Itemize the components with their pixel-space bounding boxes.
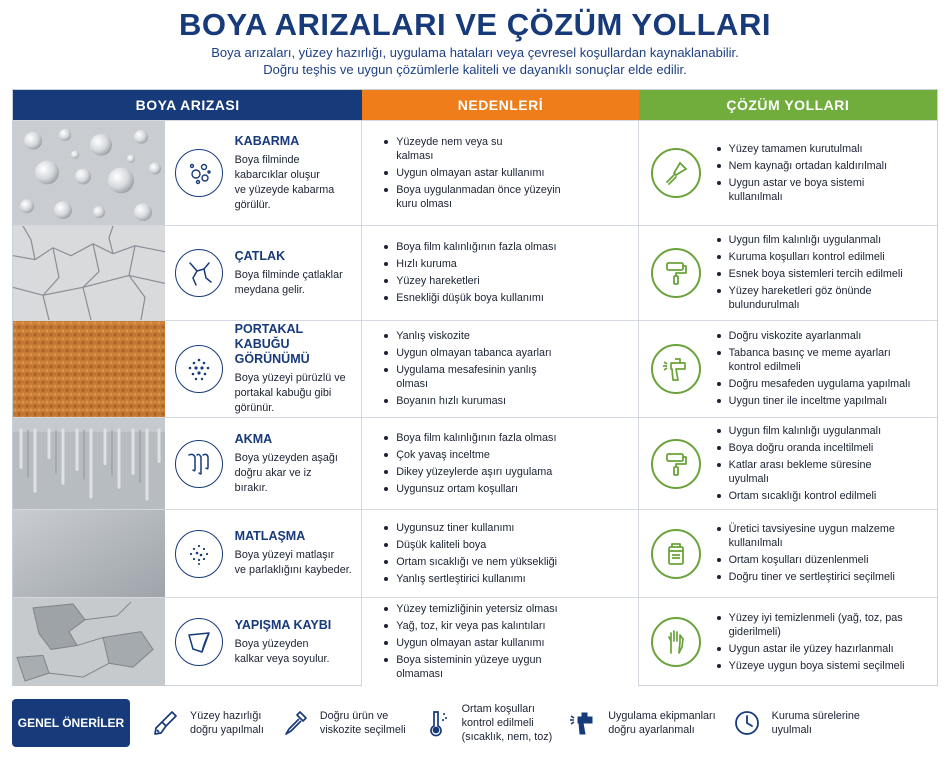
column-header-solutions: ÇÖZÜM YOLLARI	[639, 90, 937, 120]
defect-name: MATLAŞMA	[234, 529, 306, 543]
column-header-causes: NEDENLERİ	[362, 90, 638, 120]
paint-can-icon	[651, 529, 701, 579]
cause-item: Ortam sıcaklığı ve nem yüksekliği	[384, 555, 557, 569]
cause-item: Uygulama mesafesinin yanlış olması	[384, 363, 554, 391]
bubbles-icon	[175, 149, 223, 197]
causes-cell	[362, 226, 638, 320]
solutions-cell	[639, 121, 937, 225]
solution-item: Tabanca basınç ve meme ayarları kontrol edilmeli	[717, 346, 897, 374]
solution-item: Yüzey iyi temizlenmeli (yağ, toz, pas giderilmeli)	[717, 611, 907, 639]
drips-icon	[175, 440, 223, 488]
texture-dots-icon	[175, 345, 223, 393]
matte-texture-image	[13, 510, 165, 597]
defect-description: Boya filminde kabarcıklar oluşur ve yüzeyde kabarma görülür.	[234, 153, 335, 211]
solution-item: Boya doğru oranda inceltilmeli	[717, 441, 892, 455]
cause-item: Uygun olmayan astar kullanımı	[384, 636, 564, 650]
solutions-cell	[639, 226, 937, 320]
solution-item: Yüzeye uygun boya sistemi seçilmeli	[717, 659, 907, 673]
defect-name: KABARMA	[234, 133, 300, 148]
cause-item: Düşük kaliteli boya	[384, 538, 557, 552]
crack-texture-image	[13, 226, 165, 320]
solutions-cell	[639, 598, 937, 686]
recommendation-item	[148, 706, 264, 740]
solutions-cell	[639, 321, 937, 417]
cause-item: Yüzey temizliğinin yetersiz olması	[384, 602, 564, 616]
subtitle-line-2: Doğru teşhis ve uygun çözümlerle kaliteli ve dayanıklı sonuçlar elde edilir.	[263, 62, 687, 77]
cause-item: Esnekliği düşük boya kullanımı	[384, 291, 556, 305]
cause-item: Uygunsuz ortam koşulları	[384, 482, 556, 496]
causes-cell	[362, 321, 638, 417]
defect-cell	[165, 226, 363, 320]
defect-cell	[165, 321, 363, 417]
table-row-akma	[13, 417, 937, 509]
causes-cell	[362, 418, 638, 509]
dropper-icon	[278, 706, 312, 740]
solution-item: Uygun tiner ile inceltme yapılmalı	[717, 394, 911, 408]
defect-description: Boya filminde çatlaklar meydana gelir.	[234, 268, 343, 296]
table-row-matlasma	[13, 509, 937, 597]
column-header-defect: BOYA ARIZASI	[13, 90, 362, 120]
cause-item: Boya sisteminin yüzeye uygun olmaması	[384, 653, 564, 681]
cause-item: Yüzey hareketleri	[384, 274, 556, 288]
recommendation-item	[566, 706, 715, 740]
cause-item: Yüzeyde nem veya su kalması	[384, 135, 524, 163]
solution-item: Katlar arası bekleme süresine uyulmalı	[717, 458, 892, 486]
defect-name: YAPIŞMA KAYBI	[234, 617, 332, 632]
solution-item: Yüzey hareketleri göz önünde bulundurulmalı	[717, 284, 877, 312]
sagging-texture-image	[13, 418, 165, 509]
spatula-icon	[651, 148, 701, 198]
thermometer-icon	[420, 706, 454, 740]
defect-description: Boya yüzeyi pürüzlü ve portakal kabuğu gibi görünür.	[234, 372, 346, 414]
glove-icon	[651, 617, 701, 667]
defect-name: ÇATLAK	[234, 248, 286, 263]
orange-peel-texture-image	[13, 321, 165, 417]
defect-cell	[165, 418, 363, 509]
cause-item: Boyanın hızlı kuruması	[384, 394, 554, 408]
blister-texture-image	[13, 121, 165, 225]
recommendation-item	[278, 706, 406, 740]
causes-cell	[362, 510, 638, 597]
causes-cell	[362, 121, 638, 225]
defect-cell	[165, 510, 363, 597]
solution-item: Uygun astar ve boya sistemi kullanılmalı	[717, 176, 877, 204]
cause-item: Çok yavaş inceltme	[384, 448, 556, 462]
cause-item: Boya film kalınlığının fazla olması	[384, 240, 556, 254]
table-row-portakal-kabugu	[13, 320, 937, 417]
solution-item: Üretici tavsiyesine uygun malzeme kullanılmalı	[717, 522, 907, 550]
paint-roller-icon	[651, 248, 701, 298]
table-row-kabarma	[13, 120, 937, 225]
header	[0, 0, 950, 88]
recommendations-badge: GENEL ÖNERİLER	[12, 699, 130, 747]
solution-item: Nem kaynağı ortadan kaldırılmalı	[717, 159, 887, 173]
table-row-yapisma-kaybi	[13, 597, 937, 686]
defect-description: Boya yüzeyi matlaşır ve parlaklığını kaybeder.	[234, 549, 352, 576]
defect-name: PORTAKAL KABUĞU GÖRÜNÜMÜ	[234, 322, 310, 366]
cause-item: Yağ, toz, kir veya pas kalıntıları	[384, 619, 564, 633]
spray-gun-icon	[651, 344, 701, 394]
solution-item: Doğru tiner ve sertleştirici seçilmeli	[717, 570, 907, 584]
peeling-icon	[175, 618, 223, 666]
solution-item: Uygun film kalınlığı uygulanmalı	[717, 233, 903, 247]
defect-description: Boya yüzeyden kalkar veya soyulur.	[234, 637, 330, 665]
clock-icon	[730, 706, 764, 740]
cause-item: Uygunsuz tiner kullanımı	[384, 521, 557, 535]
recommendation-text: Uygulama ekipmanları doğru ayarlanmalı	[608, 710, 716, 736]
table-row-catlak	[13, 225, 937, 320]
solution-item: Uygun film kalınlığı uygulanmalı	[717, 424, 892, 438]
cause-item: Dikey yüzeylerde aşırı uygulama	[384, 465, 556, 479]
causes-cell	[362, 598, 638, 686]
subtitle-line-1: Boya arızaları, yüzey hazırlığı, uygulama hataları veya çevresel koşullardan kaynaklanabilir.	[211, 45, 739, 60]
solution-item: Uygun astar ile yüzey hazırlanmalı	[717, 642, 907, 656]
recommendation-text: Doğru ürün ve viskozite seçilmeli	[319, 710, 406, 736]
solution-item: Ortam sıcaklığı kontrol edilmeli	[717, 489, 892, 503]
solutions-cell	[639, 418, 937, 509]
defect-cell	[165, 121, 363, 225]
table-header	[13, 90, 937, 120]
cause-item: Boya film kalınlığının fazla olması	[384, 431, 556, 445]
solution-item: Esnek boya sistemleri tercih edilmeli	[717, 267, 903, 281]
solution-item: Yüzey tamamen kurutulmalı	[717, 142, 887, 156]
defects-table	[12, 89, 938, 686]
recommendation-item	[730, 706, 860, 740]
brush-icon	[148, 706, 182, 740]
page-title: BOYA ARIZALARI VE ÇÖZÜM YOLLARI	[179, 7, 771, 42]
cause-item: Yanlış sertleştirici kullanımı	[384, 572, 557, 586]
recommendation-text: Ortam koşulları kontrol edilmeli (sıcaklık, nem, toz)	[461, 703, 553, 743]
recommendation-text: Yüzey hazırlığı doğru yapılmalı	[190, 710, 264, 736]
solution-item: Doğru mesafeden uygulama yapılmalı	[717, 377, 911, 391]
defect-description: Boya yüzeyden aşağı doğru akar ve iz bırakır.	[234, 451, 338, 494]
defect-cell	[165, 598, 363, 686]
general-recommendations	[12, 697, 938, 749]
defect-name: AKMA	[234, 431, 273, 446]
matte-dots-icon	[175, 530, 223, 578]
solution-item: Doğru viskozite ayarlanmalı	[717, 329, 911, 343]
cause-item: Yanlış viskozite	[384, 329, 554, 343]
cause-item: Uygun olmayan astar kullanımı	[384, 166, 564, 180]
solution-item: Kuruma koşulları kontrol edilmeli	[717, 250, 903, 264]
paint-roller-icon	[651, 439, 701, 489]
cause-item: Uygun olmayan tabanca ayarları	[384, 346, 554, 360]
peeling-texture-image	[13, 598, 165, 686]
recommendation-text: Kuruma sürelerine uyulmalı	[771, 710, 860, 736]
crack-icon	[175, 249, 223, 297]
spray-gun-icon	[566, 706, 600, 740]
recommendation-item	[420, 702, 553, 744]
solutions-cell	[639, 510, 937, 597]
solution-item: Ortam koşulları düzenlenmeli	[717, 553, 907, 567]
cause-item: Hızlı kuruma	[384, 257, 556, 271]
cause-item: Boya uygulanmadan önce yüzeyin kuru olması	[384, 183, 564, 211]
